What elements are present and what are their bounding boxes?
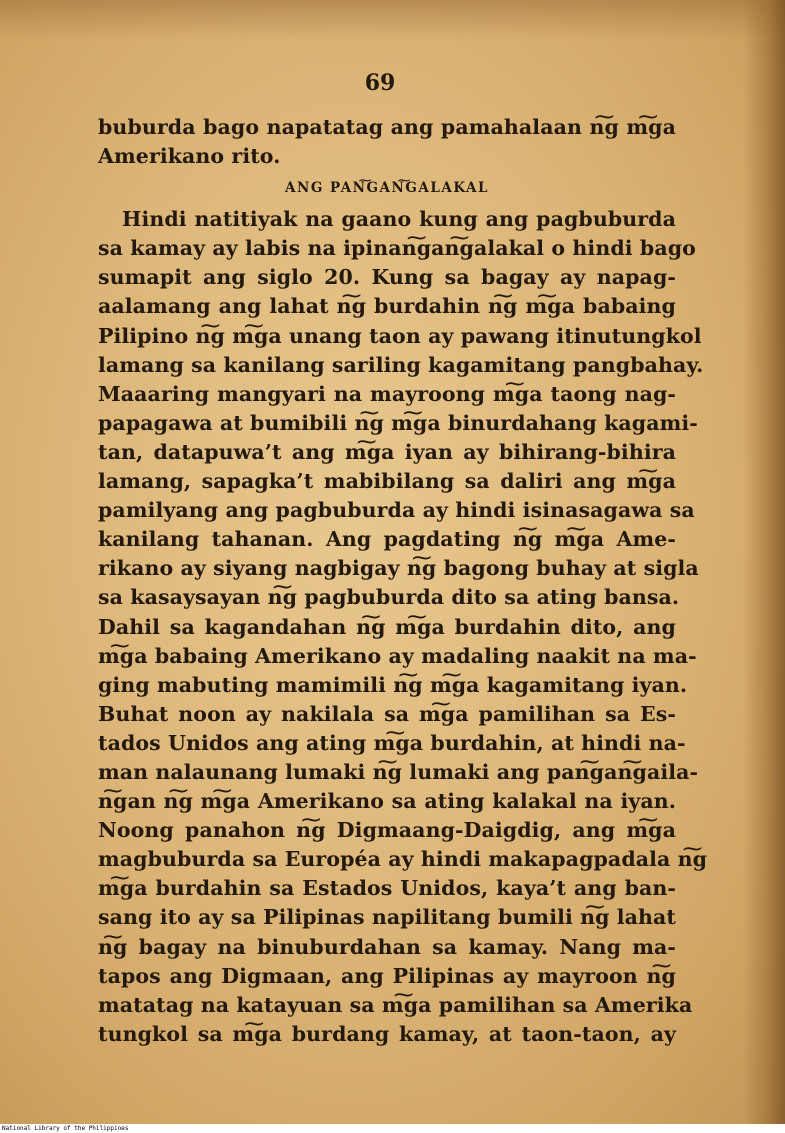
page-shadow-right <box>743 0 785 1133</box>
text-line: Noong panahon n͠g Digmaang-Daigdig, ang m͠ga <box>98 818 676 843</box>
text-line: n͠g bagay na binuburdahan sa kamay. Nang ma- <box>98 934 676 959</box>
text-line: tados Unidos ang ating m͠ga burdahin, at hindi na- <box>98 730 686 755</box>
text-line: Maaaring mangyari na mayroong m͠ga taong nag- <box>98 381 676 406</box>
text-line: aalamang ang lahat n͠g burdahin n͠g m͠ga babaing <box>98 294 676 319</box>
text-line: sumapit ang siglo 20. Kung sa bagay ay napag- <box>98 265 676 290</box>
text-line: Buhat noon ay nakilala sa m͠ga pamilihan sa Es- <box>98 701 676 726</box>
page-shadow-top <box>0 0 785 40</box>
text-line: papagawa at bumibili n͠g m͠ga binurdahang kagami- <box>98 410 698 435</box>
text-line: man nalaunang lumaki n͠g lumaki ang pan͠gan͠gaila- <box>98 759 699 784</box>
text-line: magbuburda sa Européa ay hindi makapagpadala n͠g <box>98 847 708 872</box>
page-number: 69 <box>364 70 396 96</box>
section-heading: ANG PAN͠GAN͠GALAKAL <box>285 180 489 197</box>
text-line: buburda bago napatatag ang pamahalaan n͠g m͠ga <box>98 115 676 139</box>
text-line: sa kasaysayan n͠g pagbuburda dito sa ating bansa. <box>98 585 680 610</box>
text-line: rikano ay siyang nagbigay n͠g bagong buhay at sigla <box>98 556 699 581</box>
text-line: matatag na katayuan sa m͠ga pamilihan sa Amerika <box>98 992 693 1017</box>
text-line: sa kamay ay labis na ipinan͠gan͠galakal o hindi bago <box>98 236 696 261</box>
text-line: lamang, sapagka’t mabibilang sa daliri ang m͠ga <box>98 469 676 494</box>
text-line: pamilyang ang pagbuburda ay hindi isinasagawa sa <box>98 498 695 523</box>
text-line: n͠gan n͠g m͠ga Amerikano sa ating kalakal na iyan. <box>98 789 676 814</box>
text-line: Pilipino n͠g m͠ga unang taon ay pawang itinutungkol <box>98 323 702 348</box>
text-line: m͠ga babaing Amerikano ay madaling naakit na ma- <box>98 643 697 668</box>
text-line: m͠ga burdahin sa Estados Unidos, kaya’t ang ban- <box>98 876 676 901</box>
text-line: tan, datapuwa’t ang m͠ga iyan ay bihirang-bihira <box>98 439 676 464</box>
text-line: sang ito ay sa Pilipinas napilitang bumili n͠g lahat <box>98 905 676 930</box>
text-line: ging mabuting mamimili n͠g m͠ga kagamitang iyan. <box>98 672 688 697</box>
text-line: Amerikano rito. <box>98 144 281 169</box>
text-line: tapos ang Digmaan, ang Pilipinas ay mayroon n͠g <box>98 963 676 988</box>
library-footer: National Library of the Philippines <box>0 1124 785 1133</box>
text-line: Dahil sa kagandahan n͠g m͠ga burdahin dito, ang <box>98 614 676 639</box>
text-line: Hindi natitiyak na gaano kung ang pagbuburda <box>122 207 676 232</box>
text-line: tungkol sa m͠ga burdang kamay, at taon-taon, ay <box>98 1021 676 1046</box>
body-text <box>98 113 708 1049</box>
text-line: kanilang tahanan. Ang pagdating n͠g m͠ga Ame- <box>98 527 676 552</box>
text-line: lamang sa kanilang sariling kagamitang pangbahay. <box>98 352 704 377</box>
